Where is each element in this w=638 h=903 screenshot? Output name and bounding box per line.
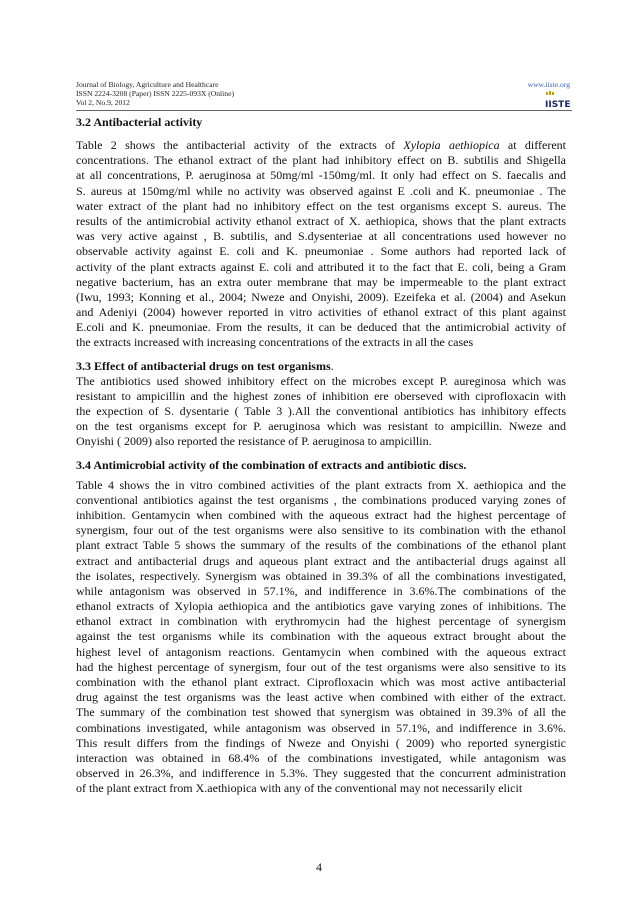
section-3-2-body <box>76 138 566 351</box>
text-line: Onyishi ( 2009) also reported the resistance of P. aeruginosa to ampicillin. <box>76 434 432 449</box>
text-line <box>76 199 566 214</box>
text-line: of the plant extract from X.aethiopica with any of the conventional may not necessarily elicit <box>76 781 523 796</box>
text-segment: E.coli and K. pneumoniae. From the results, it can be deduced that the antimicrobial activity of <box>76 320 566 335</box>
text-segment: was very active against , B. subtilis, and S.dysenteriae at all concentrations used however no <box>76 229 566 244</box>
text-line: inhibition. Gentamycin when combined with the aqueous extract had the highest percentage of <box>76 507 566 522</box>
journal-name: Journal of Biology, Agriculture and Healthcare <box>76 80 219 89</box>
text-segment: at all concentrations, P. aeruginosa at 50mg/ml -150mg/ml. It only had effect on S. faecalis and <box>76 168 566 183</box>
section-title-3-4: 3.4 Antimicrobial activity of the combination of extracts and antibiotic discs. <box>76 457 467 472</box>
page-number: 4 <box>316 860 322 874</box>
text-line: combinations investigated, while antagonism was observed in 57.1%, and indifference in 3.6%. <box>76 720 566 735</box>
text-line: resistant to ampicillin and the highest zones of inhibition ere oberseved with ciprofloxacin with <box>76 388 566 403</box>
text-line: interaction was obtained in 68.4% of the combinations investigated, while antagonism was <box>76 750 566 765</box>
section-3-4-body <box>76 478 566 797</box>
text-segment: negative bacterium, has an extra outer membrane that may be impermeable to the plant extract <box>76 274 566 289</box>
text-line: on the test organisms except for P. aeruginosa which was resistant to ampicillin. Nweze and <box>76 419 566 434</box>
text-line: synergism, four out of the test organisms were also sensitive to its combination with the ethanol <box>76 523 566 538</box>
text-line: extract and antibacterial drugs and aqueous plant extract and the antibacterial drugs against all <box>76 553 566 568</box>
text-segment: concentrations. The ethanol extract of the plant had inhibitory effect on B. subtilis and Shigella <box>76 153 566 168</box>
journal-info <box>76 80 234 107</box>
species-name: Xylopia aethiopica <box>403 138 500 152</box>
text-segment: (Iwu, 1993; Konning et al., 2004; Nweze and Onyishi, 2009). Ezeifeka et al. (2004) and Asekun <box>76 289 566 304</box>
main-content <box>76 115 566 797</box>
text-line <box>76 214 566 229</box>
text-line: had the highest percentage of synergism, four out of the test organisms were also sensitive to its <box>76 659 566 674</box>
text-line: Table 4 shows the in vitro combined activities of the plant extracts from X. aethiopica and the <box>76 477 566 492</box>
text-line <box>76 153 566 168</box>
text-line: ethanol extract in combination with erythromycin had the highest percentage of synergism <box>76 614 566 629</box>
text-segment: activity of the plant extracts against E. coli and attributed it to the fact that E. coli, being a Gram <box>76 259 566 274</box>
text-line <box>76 275 566 290</box>
text-line <box>76 229 566 244</box>
text-segment: observable activity against E. coli and K. pneumoniae . Some authors had reported lack of <box>76 244 566 259</box>
journal-url[interactable]: www.iiste.org <box>527 80 570 89</box>
text-line <box>76 244 566 259</box>
text-line <box>76 184 566 199</box>
header-rule <box>76 110 572 111</box>
text-line <box>76 305 566 320</box>
text-line: against the test organisms while its combination with the aqueous extract brought about the <box>76 629 566 644</box>
text-line <box>76 320 566 335</box>
text-line: This result differs from the findings of Nweze and Onyishi ( 2009) who reported synergistic <box>76 735 566 750</box>
text-line: ethanol extracts of Xylopia aethiopica and the antibiotics gave varying zones of inhibitions. The <box>76 599 566 614</box>
text-line: drug against the test organisms was the least active when combined with either of the extract. <box>76 690 566 705</box>
text-segment: S. aureus at 150mg/ml while no activity was observed against E .coli and K. pneumoniae . The <box>76 183 566 198</box>
text-line: the isolates, respectively. Synergism was obtained in 39.3% of all the combinations investigated, <box>76 568 566 583</box>
text-segment: water extract of the plant had no inhibitory effect on the test organisms except S. aureus. The <box>76 198 566 213</box>
logo-text: IISTE <box>545 100 570 110</box>
section-title-3-3: 3.3 Effect of antibacterial drugs on test organisms. <box>76 358 334 373</box>
text-line: the expection of S. dysentarie ( Table 3 ).All the conventional antibiotics has inhibitory effects <box>76 404 566 418</box>
text-segment: at different <box>499 138 566 152</box>
text-line: combination with the ethanol plant extract. Ciprofloxacin which was most active antibacterial <box>76 675 566 689</box>
section-3-3-body <box>76 374 566 450</box>
journal-issn: ISSN 2224-3208 (Paper) ISSN 2225-093X (Online) <box>76 89 234 98</box>
text-line: highest level of antagonism reactions. Gentamycin when combined with the aqueous extract <box>76 644 566 659</box>
text-segment: and Adeniyi (2004) however reported in vitro activities of ethanol extract of this plant against <box>76 305 566 320</box>
iiste-logo <box>544 90 570 110</box>
text-line: observed in 26.3%, and indifference in 5.3%. They suggested that the concurrent administration <box>76 766 566 781</box>
text-line <box>76 290 566 305</box>
text-line <box>76 168 566 183</box>
text-segment: the extracts increased with increasing concentrations of the extracts in all the cases <box>76 335 474 350</box>
text-segment: Table 2 shows the antibacterial activity of the extracts of <box>76 138 404 152</box>
page-header <box>76 80 572 120</box>
text-line <box>76 138 566 153</box>
text-line: while antagonism was observed in 57.1%, and indifference in 3.6%.The combinations of the <box>76 583 566 598</box>
text-segment: results of the antimicrobial activity ethanol extract of X. aethiopica, shows that the plant extracts <box>76 213 566 228</box>
text-line: The antibiotics used showed inhibitory effect on the microbes except P. aureginosa which was <box>76 373 566 388</box>
text-line: plant extract Table 5 shows the summary of the results of the combinations of the ethanol plant <box>76 538 566 553</box>
section-title-3-2: 3.2 Antibacterial activity <box>76 115 203 129</box>
text-line: The summary of the combination test showed that synergism was obtained in 39.3% of all the <box>76 705 566 720</box>
text-line: conventional antibiotics against the test organisms , the combinations produced varying zones of <box>76 492 566 507</box>
journal-volume: Vol 2, No.9, 2012 <box>76 98 130 107</box>
text-line <box>76 260 566 275</box>
text-line <box>76 335 566 350</box>
